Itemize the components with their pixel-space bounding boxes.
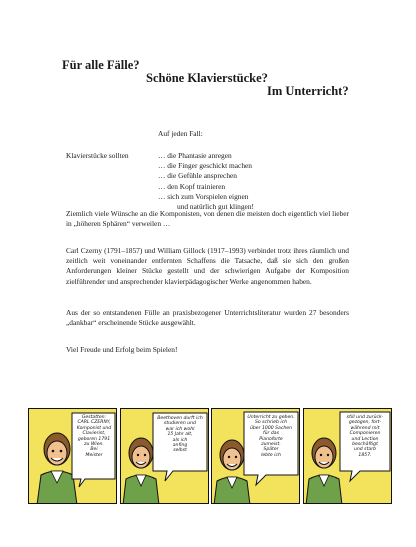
wishes-list xyxy=(158,151,254,212)
bubble-line: 15 Jahr alt, xyxy=(167,432,193,438)
paragraph-text: Ziemlich viele Wünsche an die Komponisten, von denen die meisten doch eigentlich viel lieber in „höheren Sphären“ verweilen … xyxy=(66,209,349,229)
wishes-label: Klavierstücke sollten xyxy=(66,151,129,160)
bubble-line: 1857. xyxy=(358,452,372,458)
speech-bubble xyxy=(73,415,115,458)
heading-line-2: Schöne Klavierstücke? xyxy=(146,71,268,85)
bubble-line: Unterricht zu geben. xyxy=(247,415,295,420)
bubble-line: studieren und xyxy=(164,421,196,427)
paragraph-4 xyxy=(66,345,349,355)
wish-item: und natürlich gut klingen! xyxy=(177,202,254,212)
wish-item: … sich zum Vorspielen eignen xyxy=(158,191,249,201)
bubble-line: als ich xyxy=(172,437,188,443)
bubble-line: über 1000 Sachen xyxy=(249,425,293,431)
speech-bubble xyxy=(246,415,296,458)
comic-panel-1 xyxy=(28,408,117,504)
bubble-line: Beethoven durft ich xyxy=(157,416,203,421)
wish-item: … die Phantasie anregen xyxy=(158,151,232,160)
bubble-line: Später xyxy=(263,447,279,453)
bubble-line: Bei xyxy=(90,447,98,453)
paragraph-text: Carl Czerny (1791–1857) und William Gillock (1917–1993) verbindet trotz ihres räumlich und zeitlich weit voneinander entfernten Schaffens die Tatsache, daß sie sich den großen Anforderungen kleiner Stücke gestellt und der schwierigen Aufgabe der Komposition zielführender und ansprechender klavierpädagogischer Werke angenommen haben. xyxy=(66,246,349,286)
heading-line-1: Für alle Fälle? xyxy=(62,58,140,72)
bubble-line: CARL CZERNY, xyxy=(77,420,111,426)
bubble-line: Komponist und xyxy=(76,425,112,431)
bubble-line: Componieren xyxy=(349,431,381,437)
bubble-line: Clavierist, xyxy=(82,431,106,437)
bubble-line: Meister xyxy=(85,452,103,458)
bubble-line: anfing xyxy=(172,443,188,449)
comic-panel-4 xyxy=(303,408,392,504)
bubble-line: und Lection xyxy=(351,436,379,442)
bubble-line: und starb xyxy=(353,447,376,453)
bubble-line: still und zurück- xyxy=(346,415,384,420)
bubble-line: So schrieb ich xyxy=(254,420,288,426)
bubble-line: geboren 1791 xyxy=(77,436,111,442)
bubble-line: zumeist. xyxy=(261,442,281,448)
paragraph-text: Aus der so entstandenen Fülle an praxisbezogener Unterrichtsliteratur wurden 27 besonders „dankbar“ erscheinende Stücke ausgewählt. xyxy=(66,308,349,328)
paragraph-3 xyxy=(66,308,349,328)
speech-bubble xyxy=(155,416,205,454)
bubble-line: lebte ich xyxy=(261,452,281,458)
paragraph-text: Viel Freude und Erfolg beim Spielen! xyxy=(66,345,178,354)
bubble-line: gezogen, fort- xyxy=(348,420,382,426)
comic-panel-3 xyxy=(211,408,300,504)
bubble-line: für das xyxy=(262,431,279,437)
intro-text: Auf jeden Fall: xyxy=(158,129,203,138)
bubble-line: während mit xyxy=(350,425,380,431)
comic-strip xyxy=(28,408,392,504)
wish-item: … die Gefühle ansprechen xyxy=(158,171,238,181)
bubble-line: Pianoforte xyxy=(259,436,283,442)
bubble-line: Gestatten: xyxy=(81,415,107,420)
wish-item: … die Finger geschickt machen xyxy=(158,161,252,171)
bubble-line: zu Wien. xyxy=(84,442,104,448)
heading-line-3: Im Unterricht? xyxy=(267,84,349,98)
paragraph-1 xyxy=(66,209,349,229)
bubble-line: selbst xyxy=(173,448,187,454)
bubble-line: war ich wohl xyxy=(165,426,195,432)
paragraph-2 xyxy=(66,246,349,287)
speech-bubble xyxy=(342,415,388,458)
bubble-line: beschäftigt xyxy=(352,442,378,448)
wish-item: … den Kopf trainieren xyxy=(158,181,226,191)
comic-panel-2 xyxy=(120,408,209,504)
